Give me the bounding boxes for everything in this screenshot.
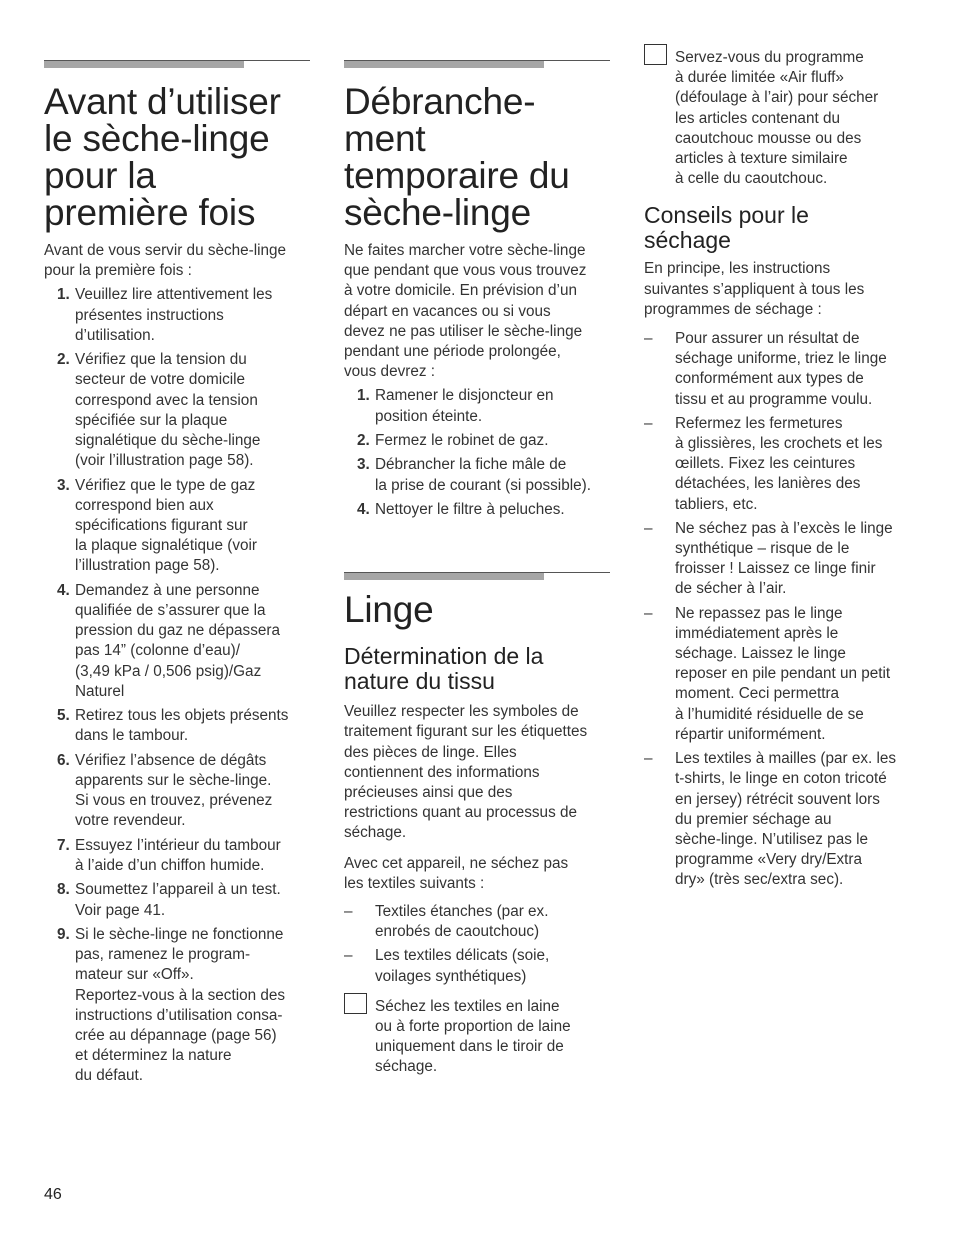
text-line: conformément aux types de — [675, 370, 864, 388]
text-line: tabliers, etc. — [675, 495, 758, 513]
step-item — [44, 706, 310, 746]
text-line: correspond avec la tension — [75, 391, 258, 409]
text-line: Si le sèche-linge ne fonctionne — [75, 926, 284, 943]
step-number: 1. — [357, 387, 370, 405]
title-line: le sèche-linge — [44, 118, 270, 159]
text-line: caoutchouc mousse ou des — [675, 129, 862, 147]
text-line: Essuyez l’intérieur du tambour — [75, 836, 281, 854]
step-item — [44, 581, 310, 702]
text-line: pression du gaz ne dépassera — [75, 622, 280, 640]
fabric-paragraph-1 — [344, 702, 610, 843]
text-line: Débrancher la fiche mâle de — [375, 456, 567, 474]
text-line: programmes de séchage : — [644, 300, 822, 318]
title-line: ment — [344, 118, 426, 159]
text-line: Ramener le disjoncteur en — [375, 387, 554, 405]
text-line: Ne séchez pas à l’excès le linge — [675, 519, 893, 537]
section-title-first-use — [44, 83, 310, 231]
subtitle-line: nature du tissu — [344, 668, 495, 695]
air-fluff-note — [644, 48, 916, 189]
step-number: 3. — [57, 476, 70, 494]
text-line: séchage uniforme, triez le linge — [675, 350, 887, 368]
text-line: du défaut. — [75, 1067, 144, 1085]
text-line: position éteinte. — [375, 407, 483, 425]
text-line: traitement figurant sur les étiquettes — [344, 723, 588, 741]
fabric-paragraph-2 — [344, 854, 610, 894]
text-line: que pendant que vous vous trouvez — [344, 262, 587, 280]
dash-list-item — [344, 946, 610, 986]
title-line: pour la — [44, 155, 156, 196]
text-line: précieuses ainsi que des — [344, 784, 513, 802]
text-line: Naturel — [75, 682, 125, 700]
step-item — [44, 350, 310, 471]
text-line: Les textiles délicats (soie, — [375, 947, 550, 965]
step-item — [44, 836, 310, 876]
step-number: 4. — [57, 581, 70, 599]
text-line: devez ne pas utiliser le sèche-linge — [344, 322, 583, 340]
text-line: Veuillez respecter les symboles de — [344, 703, 579, 721]
text-line: contiennent des informations — [344, 763, 540, 781]
text-line: répartir uniformément. — [675, 725, 826, 743]
text-line: Demandez à une personne — [75, 581, 260, 599]
text-line: détachées, les lanières des — [675, 475, 861, 493]
text-line: séchage. — [344, 824, 407, 842]
dash-bullet: – — [644, 750, 653, 768]
text-line: instructions d’utilisation consa- — [75, 1006, 283, 1024]
dash-list-item — [344, 902, 610, 942]
text-line: enrobés de caoutchouc) — [375, 923, 540, 941]
excluded-textiles-list — [344, 902, 610, 987]
text-line: pas, ramenez le program- — [75, 946, 251, 964]
text-line: signalétique du sèche-linge — [75, 432, 261, 450]
step-number: 5. — [57, 707, 70, 725]
intro-paragraph — [44, 241, 310, 281]
text-line: Pour assurer un résultat de — [675, 330, 860, 348]
text-line: spécifiée sur la plaque — [75, 411, 228, 429]
dash-list-item — [644, 604, 916, 745]
text-line: reposer en pile pendant un petit — [675, 665, 891, 683]
text-line: uniquement dans le tiroir de — [375, 1038, 564, 1056]
text-line: Séchez les textiles en laine — [375, 997, 560, 1015]
text-line: Veuillez lire attentivement les — [75, 286, 273, 304]
text-line: d’utilisation. — [75, 326, 155, 344]
column-2 — [344, 60, 610, 1078]
text-line: de sécher à l’air. — [675, 580, 787, 598]
step-number: 6. — [57, 751, 70, 769]
text-line: moment. Ceci permettra — [675, 685, 840, 703]
title-line: Avant d’utiliser — [44, 81, 281, 122]
text-line: Avec cet appareil, ne séchez pas — [344, 854, 569, 872]
text-line: (défoulage à l’air) pour sécher — [675, 89, 879, 107]
text-line: voilages synthétiques) — [375, 967, 527, 985]
text-line: la prise de courant (si possible). — [375, 476, 591, 494]
text-line: Si vous en trouvez, prévenez — [75, 792, 273, 810]
step-number: 4. — [357, 501, 370, 518]
text-line: apparents sur le sèche-linge. — [75, 772, 272, 790]
dash-bullet: – — [644, 604, 653, 622]
step-number: 2. — [57, 351, 70, 369]
text-line: les textiles suivants : — [344, 874, 485, 892]
text-line: suivantes s’appliquent à tous les — [644, 280, 865, 298]
text-line: Servez-vous du programme — [675, 49, 864, 66]
text-line: des pièces de linge. Elles — [344, 743, 517, 761]
text-line: froisser ! Laissez ce linge finir — [675, 560, 876, 578]
text-line: à celle du caoutchouc. — [675, 170, 828, 188]
dash-list-item — [644, 329, 916, 410]
step-number: 2. — [357, 432, 370, 450]
subtitle-line: Détermination de la — [344, 643, 544, 670]
text-line: du premier séchage au — [675, 810, 832, 828]
text-line: crée au dépannage (page 56) — [75, 1027, 277, 1045]
text-line: votre revendeur. — [75, 812, 186, 830]
text-line: Voir page 41. — [75, 901, 166, 919]
note-box-icon — [344, 993, 367, 1014]
step-item — [344, 455, 610, 495]
text-line: à votre domicile. En prévision d’un — [344, 282, 577, 300]
column-1 — [44, 60, 310, 1091]
text-line: les articles contenant du — [675, 109, 840, 127]
section-rule — [344, 572, 610, 581]
step-item — [344, 386, 610, 426]
text-line: Vérifiez que le type de gaz — [75, 476, 256, 494]
subtitle-line: séchage — [644, 227, 731, 254]
step-item — [44, 925, 310, 1087]
text-line: l’illustration page 58). — [75, 557, 220, 575]
dash-list-item — [644, 414, 916, 515]
section-title-linge: Linge — [344, 589, 434, 631]
title-line: première fois — [44, 192, 256, 233]
text-line: tissu et au programme voulu. — [675, 390, 873, 408]
dash-bullet: – — [344, 947, 353, 965]
step-item — [344, 500, 610, 520]
drying-tips-list — [644, 329, 916, 890]
text-line: séchage. — [375, 1058, 438, 1076]
text-line: pendant une période prolongée, — [344, 343, 561, 361]
text-line: restrictions quant au processus de — [344, 804, 577, 822]
text-line: Refermez les fermetures — [675, 414, 843, 432]
step-item — [344, 431, 610, 451]
column-3 — [644, 48, 916, 895]
text-line: dans le tambour. — [75, 727, 189, 745]
text-line: mateur sur «Off». — [75, 966, 194, 984]
step-number: 1. — [57, 286, 70, 304]
text-line: Nettoyer le filtre à peluches. — [375, 501, 565, 518]
title-line: Débranche- — [344, 81, 536, 122]
step-item — [44, 880, 310, 920]
step-number: 3. — [357, 456, 370, 474]
text-line: (voir l’illustration page 58). — [75, 452, 254, 470]
section-rule — [344, 60, 610, 69]
text-line: présentes instructions — [75, 306, 224, 324]
step-item — [44, 751, 310, 832]
page-number: 46 — [44, 1186, 62, 1203]
text-line: En principe, les instructions — [644, 260, 831, 278]
wool-note — [344, 997, 610, 1078]
text-line: articles à texture similaire — [675, 150, 848, 168]
step-number: 8. — [57, 881, 70, 899]
text-line: et déterminez la nature — [75, 1047, 232, 1065]
text-line: Ne repassez pas le linge — [675, 604, 843, 622]
text-line: Soumettez l’appareil à un test. — [75, 881, 281, 899]
text-line: Retirez tous les objets présents — [75, 707, 289, 725]
disconnect-intro-paragraph — [344, 241, 610, 382]
text-line: à durée limitée «Air fluff» — [675, 69, 844, 87]
text-line: en jersey) rétrécit souvent lors — [675, 790, 880, 808]
text-line: à l’aide d’un chiffon humide. — [75, 857, 265, 875]
dash-bullet: – — [644, 414, 653, 432]
text-line: vous devrez : — [344, 363, 435, 381]
text-line: (3,49 kPa / 0,506 psig)/Gaz — [75, 662, 262, 680]
text-line: départ en vacances ou si vous — [344, 302, 551, 320]
subsection-title-drying-tips — [644, 203, 916, 253]
title-line: sèche-linge — [344, 192, 532, 233]
dash-bullet: – — [644, 519, 653, 537]
text-line: pas 14” (colonne d’eau)/ — [75, 642, 240, 660]
drying-tips-intro — [644, 259, 916, 320]
text-line: œillets. Fixez les ceintures — [675, 455, 856, 473]
subtitle-line: Conseils pour le — [644, 202, 809, 229]
text-line: Reportez-vous à la section des — [75, 986, 286, 1004]
text-line: Vérifiez que la tension du — [75, 351, 247, 369]
text-line: spécifications figurant sur — [75, 517, 248, 535]
text-line: sèche-linge. N’utilisez pas le — [675, 830, 869, 848]
step-item — [44, 476, 310, 577]
text-line: secteur de votre domicile — [75, 371, 246, 389]
step-number: 7. — [57, 836, 70, 854]
text-line: Les textiles à mailles (par ex. les — [675, 750, 897, 768]
text-line: Avant de vous servir du sèche-linge — [44, 242, 287, 259]
text-line: immédiatement après le — [675, 624, 839, 642]
step-item — [44, 285, 310, 346]
section-title-disconnect — [344, 83, 610, 231]
text-line: séchage. Laissez le linge — [675, 645, 846, 663]
dash-bullet: – — [644, 330, 653, 348]
text-line: Vérifiez l’absence de dégâts — [75, 751, 267, 769]
text-line: qualifiée de s’assurer que la — [75, 602, 266, 620]
text-line: Fermez le robinet de gaz. — [375, 432, 549, 450]
dash-list-item — [644, 519, 916, 600]
first-use-steps-list — [44, 285, 310, 1086]
text-line: Textiles étanches (par ex. — [375, 903, 549, 921]
text-line: pour la première fois : — [44, 262, 192, 280]
text-line: programme «Very dry/Extra — [675, 851, 863, 869]
text-line: correspond bien aux — [75, 496, 214, 514]
section-rule — [44, 60, 310, 69]
disconnect-steps-list — [344, 386, 610, 520]
text-line: à glissières, les crochets et les — [675, 435, 883, 453]
subsection-title-fabric — [344, 644, 610, 694]
text-line: t-shirts, le linge en coton tricoté — [675, 770, 887, 788]
text-line: synthétique – risque de le — [675, 540, 850, 558]
text-line: Ne faites marcher votre sèche-linge — [344, 242, 586, 259]
dash-bullet: – — [344, 903, 353, 921]
dash-list-item — [644, 749, 916, 890]
title-line: temporaire du — [344, 155, 570, 196]
step-number: 9. — [57, 926, 70, 943]
text-line: ou à forte proportion de laine — [375, 1018, 571, 1036]
text-line: à l’humidité résiduelle de se — [675, 705, 864, 723]
text-line: dry» (très sec/extra sec). — [675, 871, 844, 889]
note-box-icon — [644, 44, 667, 65]
text-line: la plaque signalétique (voir — [75, 537, 257, 555]
